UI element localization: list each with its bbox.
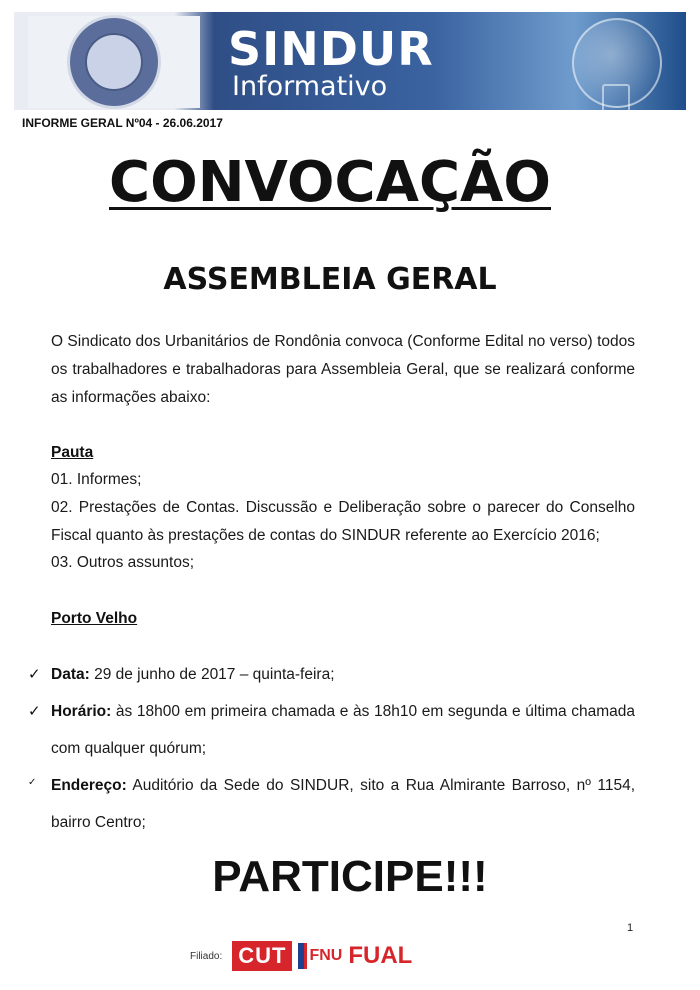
checkmark-icon: ✓: [28, 665, 41, 683]
agenda-heading: Pauta: [51, 444, 94, 461]
location-heading: Porto Velho: [51, 610, 138, 627]
checkmark-icon: ✓: [28, 777, 37, 788]
detail-date: Data: 29 de junho de 2017 – quinta-feira;: [51, 666, 335, 683]
agenda-item: 01. Informes;: [51, 471, 142, 488]
page-subtitle: ASSEMBLEIA GERAL: [163, 262, 497, 297]
affiliates-label: Filiado:: [190, 950, 223, 962]
detail-address: Endereço: Auditório da Sede do SINDUR, sito a Rua Almirante Barroso, nº 1154, bairro Centro;: [51, 777, 635, 831]
fnu-logo: FNU: [298, 943, 342, 969]
agenda-item: 03. Outros assuntos;: [51, 554, 195, 571]
fual-logo: FUAL: [348, 942, 413, 969]
union-seal-icon: [67, 15, 161, 109]
header-banner: [14, 12, 686, 110]
intro-paragraph: O Sindicato dos Urbanitários de Rondônia convoca (Conforme Edital no verso) todos os trabalhadores e trabalhadoras para Assembleia Geral, que se realizará conforme as informações abaixo:: [51, 333, 635, 406]
checkmark-icon: ✓: [28, 702, 41, 720]
page-number: 1: [627, 922, 634, 934]
lightbulb-base: [602, 84, 630, 110]
affiliates-footer: [190, 938, 412, 974]
agenda-item: 02. Prestações de Contas. Discussão e Deliberação sobre o parecer do Conselho Fiscal quanto às prestações de contas do SINDUR referente ao Exercício 2016;: [51, 499, 635, 544]
call-to-action: PARTICIPE!!!: [212, 852, 488, 901]
cut-logo: CUT: [232, 941, 292, 971]
page-title: CONVOCAÇÃO: [108, 150, 551, 215]
issue-line: INFORME GERAL Nº04 - 26.06.2017: [22, 116, 223, 130]
newsletter-subtitle: Informativo: [232, 71, 388, 102]
union-logo: [28, 16, 200, 108]
detail-time: Horário: às 18h00 em primeira chamada e às 18h10 em segunda e última chamada com qualquer quórum;: [51, 703, 635, 757]
newsletter-title: SINDUR: [228, 22, 434, 76]
